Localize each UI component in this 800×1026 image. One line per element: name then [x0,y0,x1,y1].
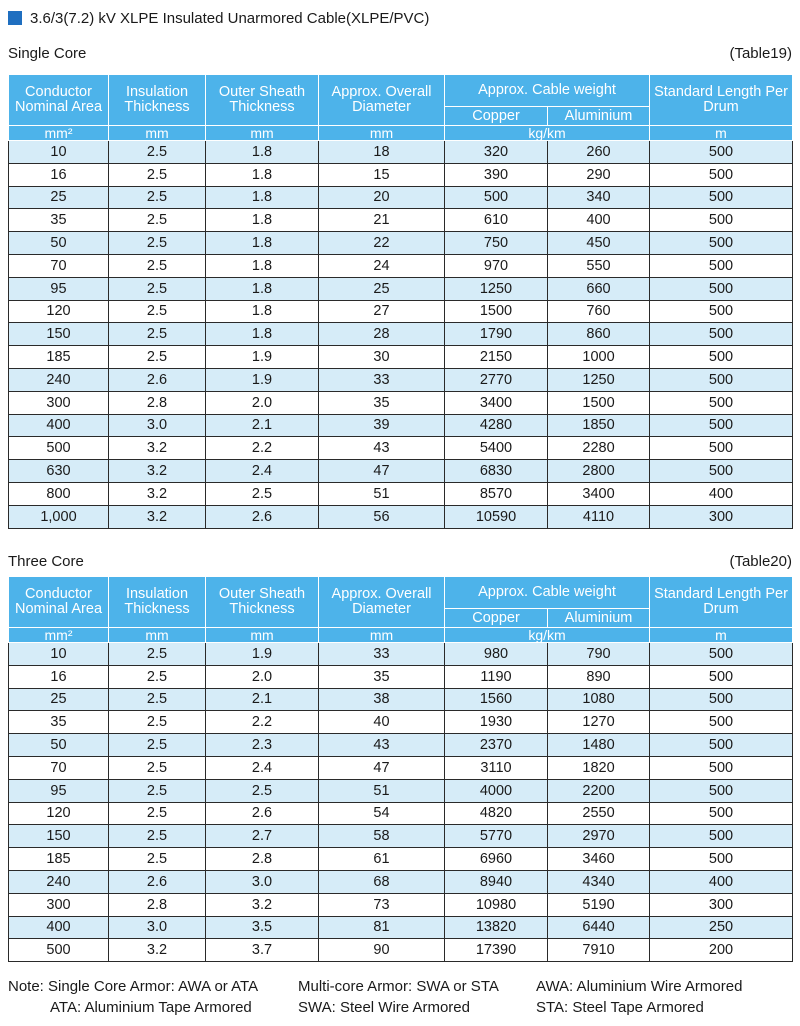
cell-area: 16 [9,163,109,186]
cell-outer-sheath: 2.5 [206,779,319,802]
cell-drum-length: 300 [650,893,793,916]
cell-drum-length: 500 [650,665,793,688]
cell-diameter: 56 [319,505,445,528]
cell-area: 50 [9,232,109,255]
header-aluminium: Aluminium [548,107,650,126]
cell-insulation: 3.0 [109,916,206,939]
cell-insulation: 2.5 [109,734,206,757]
cell-diameter: 43 [319,437,445,460]
cell-outer-sheath: 1.8 [206,300,319,323]
cell-area: 120 [9,802,109,825]
cell-outer-sheath: 1.8 [206,277,319,300]
cell-copper-weight: 4820 [445,802,548,825]
single-core-label: Single Core [8,44,87,62]
cell-area: 50 [9,734,109,757]
cell-insulation: 2.5 [109,779,206,802]
cell-insulation: 2.5 [109,232,206,255]
cell-insulation: 2.5 [109,688,206,711]
cell-drum-length: 300 [650,505,793,528]
table-row [9,277,793,300]
cell-insulation: 2.5 [109,254,206,277]
cell-copper-weight: 970 [445,254,548,277]
cell-copper-weight: 390 [445,163,548,186]
note-sta: STA: Steel Tape Armored [536,999,704,1016]
cell-drum-length: 500 [650,323,793,346]
cell-area: 25 [9,186,109,209]
cell-area: 10 [9,643,109,666]
cell-diameter: 40 [319,711,445,734]
cell-aluminium-weight: 860 [548,323,650,346]
table-row [9,460,793,483]
cell-drum-length: 500 [650,141,793,164]
table-row [9,939,793,962]
table-row [9,300,793,323]
cell-outer-sheath: 1.8 [206,254,319,277]
unit-insulation: mm [109,628,206,643]
table-row [9,711,793,734]
cell-copper-weight: 5400 [445,437,548,460]
note-single-core-armor: Note: Single Core Armor: AWA or ATA [8,978,259,995]
cell-area: 120 [9,300,109,323]
cell-copper-weight: 980 [445,643,548,666]
cell-outer-sheath: 2.2 [206,437,319,460]
cell-area: 70 [9,756,109,779]
table-row [9,232,793,255]
cell-outer-sheath: 1.8 [206,141,319,164]
table-row [9,209,793,232]
cell-outer-sheath: 2.6 [206,802,319,825]
table-row [9,482,793,505]
cell-area: 240 [9,368,109,391]
cell-drum-length: 500 [650,186,793,209]
header-diameter: Approx. Overall Diameter [319,577,445,628]
cell-diameter: 27 [319,300,445,323]
table-row [9,734,793,757]
cell-diameter: 18 [319,141,445,164]
cell-area: 300 [9,391,109,414]
cell-insulation: 2.6 [109,870,206,893]
cell-area: 70 [9,254,109,277]
cell-diameter: 33 [319,368,445,391]
cell-area: 1,000 [9,505,109,528]
table-row [9,346,793,369]
note-ata: ATA: Aluminium Tape Armored [50,999,252,1016]
cell-outer-sheath: 2.1 [206,414,319,437]
header-conductor: Conductor Nominal Area [9,577,109,628]
header-length: Standard Length Per Drum [650,577,793,628]
cell-copper-weight: 6830 [445,460,548,483]
cell-insulation: 2.5 [109,300,206,323]
cell-insulation: 2.5 [109,665,206,688]
cell-area: 630 [9,460,109,483]
cell-insulation: 2.5 [109,163,206,186]
cell-aluminium-weight: 2280 [548,437,650,460]
unit-insulation: mm [109,126,206,141]
cell-drum-length: 500 [650,232,793,255]
table-row [9,141,793,164]
cell-aluminium-weight: 4110 [548,505,650,528]
note-swa: SWA: Steel Wire Armored [298,999,470,1016]
cell-drum-length: 500 [650,414,793,437]
cell-outer-sheath: 1.9 [206,368,319,391]
cell-outer-sheath: 1.8 [206,209,319,232]
cell-insulation: 2.8 [109,893,206,916]
cell-copper-weight: 3400 [445,391,548,414]
cell-diameter: 54 [319,802,445,825]
cell-aluminium-weight: 1080 [548,688,650,711]
unit-outer: mm [206,126,319,141]
cell-insulation: 2.5 [109,323,206,346]
cell-aluminium-weight: 340 [548,186,650,209]
unit-diameter: mm [319,628,445,643]
cell-outer-sheath: 1.9 [206,346,319,369]
table-row [9,665,793,688]
cell-copper-weight: 6960 [445,848,548,871]
table-row [9,870,793,893]
table-row [9,643,793,666]
cell-area: 500 [9,939,109,962]
cell-area: 240 [9,870,109,893]
cell-outer-sheath: 3.5 [206,916,319,939]
cell-drum-length: 200 [650,939,793,962]
cell-area: 185 [9,848,109,871]
cell-outer-sheath: 3.2 [206,893,319,916]
table-row [9,414,793,437]
three-core-label: Three Core [8,552,84,570]
cell-copper-weight: 750 [445,232,548,255]
cell-aluminium-weight: 1000 [548,346,650,369]
three-core-heading [8,550,792,572]
document-title [8,8,429,28]
unit-diameter: mm [319,126,445,141]
cell-aluminium-weight: 1820 [548,756,650,779]
cell-insulation: 2.5 [109,209,206,232]
header-copper: Copper [445,107,548,126]
cell-copper-weight: 1560 [445,688,548,711]
cell-outer-sheath: 2.4 [206,460,319,483]
cell-copper-weight: 4000 [445,779,548,802]
cell-drum-length: 500 [650,346,793,369]
cell-diameter: 81 [319,916,445,939]
cell-insulation: 2.5 [109,711,206,734]
cell-drum-length: 250 [650,916,793,939]
cell-diameter: 30 [319,346,445,369]
cell-outer-sheath: 2.4 [206,756,319,779]
cell-insulation: 3.2 [109,505,206,528]
table-row [9,848,793,871]
cell-diameter: 73 [319,893,445,916]
table-row [9,186,793,209]
cell-diameter: 47 [319,756,445,779]
cell-area: 500 [9,437,109,460]
cell-copper-weight: 320 [445,141,548,164]
cell-drum-length: 500 [650,643,793,666]
table-row [9,756,793,779]
cell-outer-sheath: 2.2 [206,711,319,734]
cell-copper-weight: 5770 [445,825,548,848]
header-copper: Copper [445,609,548,628]
cell-copper-weight: 1500 [445,300,548,323]
cell-diameter: 39 [319,414,445,437]
three-core-table-ref: (Table20) [729,552,792,570]
title-text: 3.6/3(7.2) kV XLPE Insulated Unarmored Cable(XLPE/PVC) [30,9,430,27]
cell-diameter: 38 [319,688,445,711]
cell-insulation: 2.5 [109,346,206,369]
cell-copper-weight: 4280 [445,414,548,437]
cell-drum-length: 500 [650,756,793,779]
header-cable-weight: Approx. Cable weight [445,75,650,107]
cell-area: 400 [9,916,109,939]
cell-insulation: 2.5 [109,141,206,164]
cell-outer-sheath: 3.7 [206,939,319,962]
title-marker-icon [8,11,22,25]
note-line-1 [8,976,742,997]
cell-outer-sheath: 2.3 [206,734,319,757]
cell-insulation: 2.8 [109,391,206,414]
cell-outer-sheath: 1.8 [206,232,319,255]
cell-outer-sheath: 1.9 [206,643,319,666]
cell-diameter: 25 [319,277,445,300]
cell-aluminium-weight: 550 [548,254,650,277]
header-aluminium: Aluminium [548,609,650,628]
cell-outer-sheath: 1.8 [206,323,319,346]
cell-aluminium-weight: 890 [548,665,650,688]
cell-diameter: 22 [319,232,445,255]
cell-outer-sheath: 2.0 [206,665,319,688]
cell-drum-length: 500 [650,368,793,391]
cell-insulation: 2.5 [109,277,206,300]
cell-aluminium-weight: 5190 [548,893,650,916]
cell-aluminium-weight: 790 [548,643,650,666]
cell-diameter: 33 [319,643,445,666]
cell-area: 10 [9,141,109,164]
cell-copper-weight: 1250 [445,277,548,300]
cell-aluminium-weight: 1850 [548,414,650,437]
cell-aluminium-weight: 400 [548,209,650,232]
cell-aluminium-weight: 2550 [548,802,650,825]
cell-area: 800 [9,482,109,505]
cell-insulation: 2.5 [109,643,206,666]
cell-drum-length: 500 [650,209,793,232]
cell-outer-sheath: 3.0 [206,870,319,893]
cell-copper-weight: 10980 [445,893,548,916]
cell-aluminium-weight: 3460 [548,848,650,871]
cell-drum-length: 500 [650,802,793,825]
unit-weight: kg/km [445,126,650,141]
cell-aluminium-weight: 4340 [548,870,650,893]
cell-outer-sheath: 2.5 [206,482,319,505]
table-row [9,323,793,346]
table-row [9,916,793,939]
cell-insulation: 2.5 [109,802,206,825]
cell-area: 185 [9,346,109,369]
cell-aluminium-weight: 1270 [548,711,650,734]
cell-insulation: 3.2 [109,437,206,460]
single-core-table [8,74,793,529]
cell-copper-weight: 13820 [445,916,548,939]
unit-area: mm² [9,628,109,643]
unit-length: m [650,628,793,643]
cell-diameter: 58 [319,825,445,848]
cell-aluminium-weight: 450 [548,232,650,255]
cell-insulation: 2.5 [109,825,206,848]
cell-drum-length: 500 [650,391,793,414]
cell-aluminium-weight: 7910 [548,939,650,962]
cell-copper-weight: 1790 [445,323,548,346]
cell-copper-weight: 610 [445,209,548,232]
cell-outer-sheath: 1.8 [206,163,319,186]
cell-insulation: 2.5 [109,756,206,779]
cell-diameter: 20 [319,186,445,209]
cell-area: 95 [9,277,109,300]
table-row [9,505,793,528]
cell-area: 95 [9,779,109,802]
cell-outer-sheath: 2.7 [206,825,319,848]
cell-diameter: 28 [319,323,445,346]
cell-diameter: 35 [319,665,445,688]
header-diameter: Approx. Overall Diameter [319,75,445,126]
cell-area: 35 [9,209,109,232]
cell-area: 25 [9,688,109,711]
cell-insulation: 2.6 [109,368,206,391]
unit-length: m [650,126,793,141]
cell-drum-length: 500 [650,779,793,802]
cell-drum-length: 500 [650,848,793,871]
cell-diameter: 51 [319,779,445,802]
cell-outer-sheath: 2.8 [206,848,319,871]
cell-copper-weight: 500 [445,186,548,209]
header-outer-sheath: Outer Sheath Thickness [206,75,319,126]
cell-drum-length: 500 [650,711,793,734]
cell-copper-weight: 10590 [445,505,548,528]
cell-drum-length: 500 [650,437,793,460]
cell-aluminium-weight: 1500 [548,391,650,414]
cell-drum-length: 500 [650,734,793,757]
cell-copper-weight: 1190 [445,665,548,688]
cell-aluminium-weight: 260 [548,141,650,164]
cell-outer-sheath: 2.6 [206,505,319,528]
cell-aluminium-weight: 290 [548,163,650,186]
cell-drum-length: 500 [650,277,793,300]
cell-copper-weight: 2770 [445,368,548,391]
cell-aluminium-weight: 660 [548,277,650,300]
cell-area: 150 [9,323,109,346]
cell-insulation: 3.0 [109,414,206,437]
cell-diameter: 51 [319,482,445,505]
cell-copper-weight: 17390 [445,939,548,962]
header-length: Standard Length Per Drum [650,75,793,126]
cell-drum-length: 500 [650,825,793,848]
table-row [9,163,793,186]
cell-area: 35 [9,711,109,734]
cell-drum-length: 500 [650,460,793,483]
cell-insulation: 2.5 [109,848,206,871]
cell-area: 16 [9,665,109,688]
header-cable-weight: Approx. Cable weight [445,577,650,609]
cell-outer-sheath: 2.0 [206,391,319,414]
cell-copper-weight: 1930 [445,711,548,734]
note-line-2 [8,997,742,1018]
header-insulation: Insulation Thickness [109,577,206,628]
three-core-table [8,576,793,962]
cell-insulation: 3.2 [109,460,206,483]
cell-insulation: 2.5 [109,186,206,209]
cell-diameter: 68 [319,870,445,893]
unit-outer: mm [206,628,319,643]
cell-outer-sheath: 2.1 [206,688,319,711]
cell-diameter: 35 [319,391,445,414]
cell-diameter: 47 [319,460,445,483]
note-awa: AWA: Aluminium Wire Armored [536,978,743,995]
cell-aluminium-weight: 1480 [548,734,650,757]
cell-copper-weight: 8570 [445,482,548,505]
cell-insulation: 3.2 [109,939,206,962]
cell-area: 400 [9,414,109,437]
table-row [9,825,793,848]
cell-insulation: 3.2 [109,482,206,505]
cell-aluminium-weight: 2970 [548,825,650,848]
cell-outer-sheath: 1.8 [206,186,319,209]
cell-drum-length: 500 [650,163,793,186]
unit-area: mm² [9,126,109,141]
cell-diameter: 61 [319,848,445,871]
table-row [9,893,793,916]
cell-aluminium-weight: 2200 [548,779,650,802]
header-conductor: Conductor Nominal Area [9,75,109,126]
table-row [9,254,793,277]
armor-notes [8,976,742,1018]
cell-copper-weight: 8940 [445,870,548,893]
table-row [9,688,793,711]
cell-drum-length: 500 [650,254,793,277]
note-multi-core-armor: Multi-core Armor: SWA or STA [298,978,499,995]
cell-drum-length: 500 [650,688,793,711]
header-insulation: Insulation Thickness [109,75,206,126]
cell-drum-length: 400 [650,870,793,893]
single-core-heading [8,42,792,64]
cell-area: 150 [9,825,109,848]
table-row [9,368,793,391]
table-row [9,802,793,825]
header-outer-sheath: Outer Sheath Thickness [206,577,319,628]
unit-weight: kg/km [445,628,650,643]
table-row [9,391,793,414]
cell-diameter: 43 [319,734,445,757]
cell-diameter: 21 [319,209,445,232]
cell-drum-length: 500 [650,300,793,323]
cell-diameter: 24 [319,254,445,277]
cell-aluminium-weight: 1250 [548,368,650,391]
cell-aluminium-weight: 6440 [548,916,650,939]
cell-copper-weight: 2370 [445,734,548,757]
cell-copper-weight: 3110 [445,756,548,779]
cell-diameter: 15 [319,163,445,186]
cell-copper-weight: 2150 [445,346,548,369]
table-row [9,437,793,460]
cell-aluminium-weight: 3400 [548,482,650,505]
cell-aluminium-weight: 2800 [548,460,650,483]
single-core-table-ref: (Table19) [729,44,792,62]
cell-drum-length: 400 [650,482,793,505]
cell-aluminium-weight: 760 [548,300,650,323]
cell-area: 300 [9,893,109,916]
table-row [9,779,793,802]
cell-diameter: 90 [319,939,445,962]
